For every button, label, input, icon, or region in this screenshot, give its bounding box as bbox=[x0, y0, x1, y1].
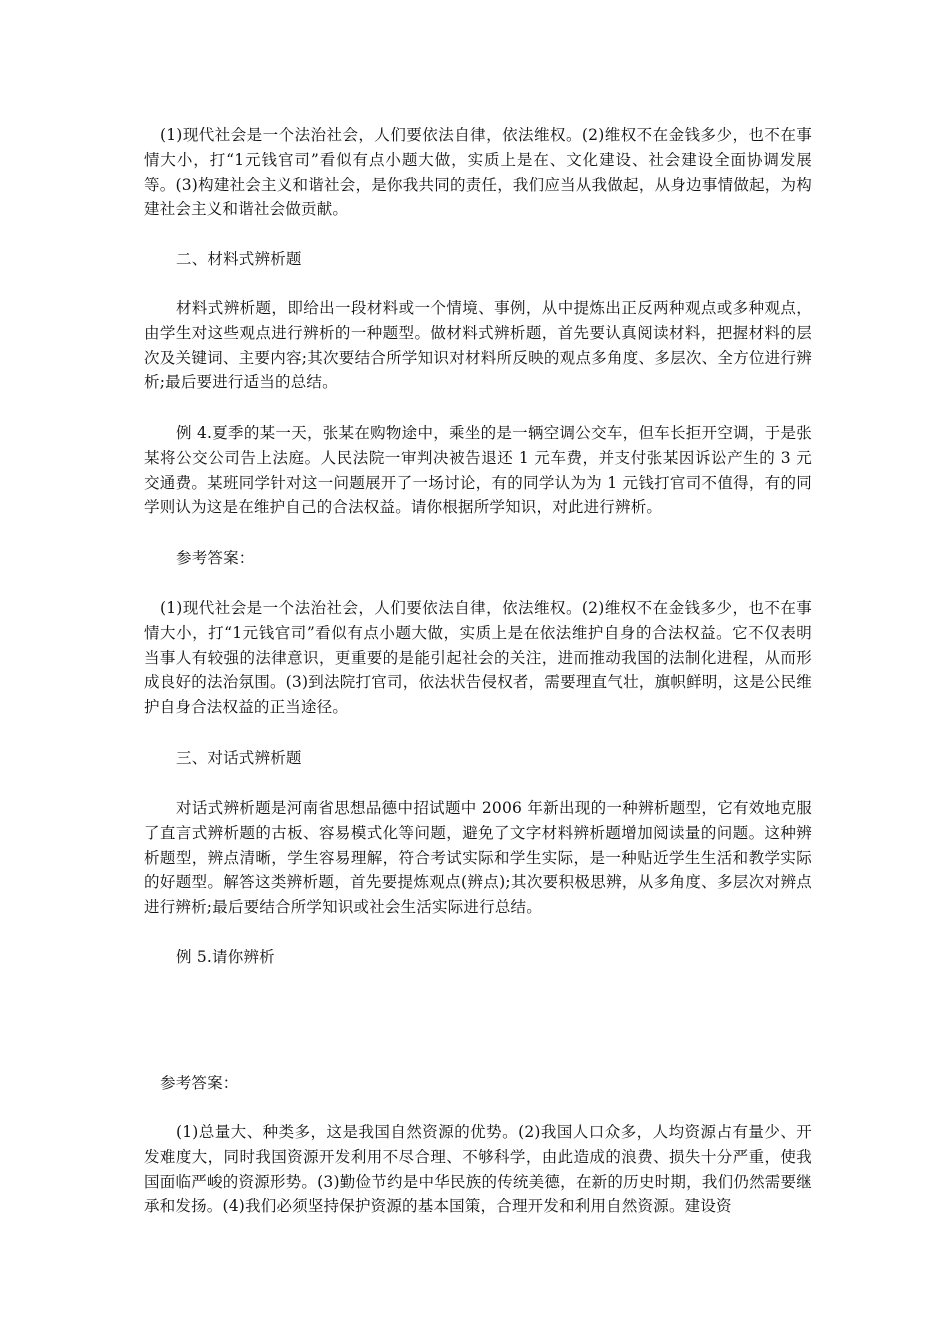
example-4-paragraph: 例 4.夏季的某一天，张某在购物途中，乘坐的是一辆空调公交车，但车长拒开空调，于是张某将公交公司告上法庭。人民法院一审判决被告退还 1 元车费，并支付张某因诉讼产生的 3 元交通费。某班同学针对这一问题展开了一场讨论，有的同学认为为 1 元钱打官司不值得，有的同学则认为这是在维护自己的合法权益。请你根据所学知识，对此进行辨析。 bbox=[144, 424, 812, 517]
answer-paragraph-3: (1)总量大、种类多，这是我国自然资源的优势。(2)我国人口众多，人均资源占有量少、开发难度大，同时我国资源开发利用不尽合理、不够科学，由此造成的浪费、损失十分严重，使我国面临严峻的资源形势。(3)勤俭节约是中华民族的传统美德，在新的历史时期，我们仍然需要继承和发扬。(4)我们必须坚持保护资源的基本国策，合理开发和利用自然资源。建设资 bbox=[144, 1123, 812, 1216]
answer-paragraph-2: (1)现代社会是一个法治社会，人们要依法自律，依法维权。(2)维权不在金钱多少，也不在事情大小，打“1元钱官司”看似有点小题大做，实质上是在依法维护自身的合法权益。它不仅表明当事人有较强的法律意识，更重要的是能引起社会的关注，进而推动我国的法制化进程，从而形成良好的法治氛围。(3)到法院打官司，依法状告侵权者，需要理直气壮，旗帜鲜明，这是公民维护自身合法权益的正当途径。 bbox=[144, 599, 812, 717]
section-heading-dialogue: 三、对话式辨析题 bbox=[176, 749, 302, 767]
answer-paragraph-1: (1)现代社会是一个法治社会，人们要依法自律，依法维权。(2)维权不在金钱多少，也不在事情大小，打“1元钱官司”看似有点小题大做，实质上是在、文化建设、社会建设全面协调发展等。(3)构建社会主义和谐社会，是你我共同的责任，我们应当从我做起，从身边事情做起，为构建社会主义和谐社会做贡献。 bbox=[144, 126, 812, 219]
example-5-paragraph: 例 5.请你辨析 bbox=[176, 948, 275, 966]
section-heading-material: 二、材料式辨析题 bbox=[176, 250, 302, 268]
dialogue-description-paragraph: 对话式辨析题是河南省思想品德中招试题中 2006 年新出现的一种辨析题型，它有效地克服了直言式辨析题的古板、容易模式化等问题，避免了文字材料辨析题增加阅读量的问题。这种辨析题型，辨点清晰，学生容易理解，符合考试实际和学生实际，是一种贴近学生生活和教学实际的好题型。解答这类辨析题，首先要提炼观点(辨点);其次要积极思辨，从多角度、多层次对辨点进行辨析;最后要结合所学知识或社会生活实际进行总结。 bbox=[144, 799, 812, 917]
reference-answer-label-2: 参考答案： bbox=[160, 1074, 239, 1092]
reference-answer-label-1: 参考答案： bbox=[176, 549, 255, 567]
material-description-paragraph: 材料式辨析题，即给出一段材料或一个情境、事例，从中提炼出正反两种观点或多种观点，由学生对这些观点进行辨析的一种题型。做材料式辨析题，首先要认真阅读材料，把握材料的层次及关键词、主要内容;其次要结合所学知识对材料所反映的观点多角度、多层次、全方位进行辨析;最后要进行适当的总结。 bbox=[144, 299, 812, 392]
